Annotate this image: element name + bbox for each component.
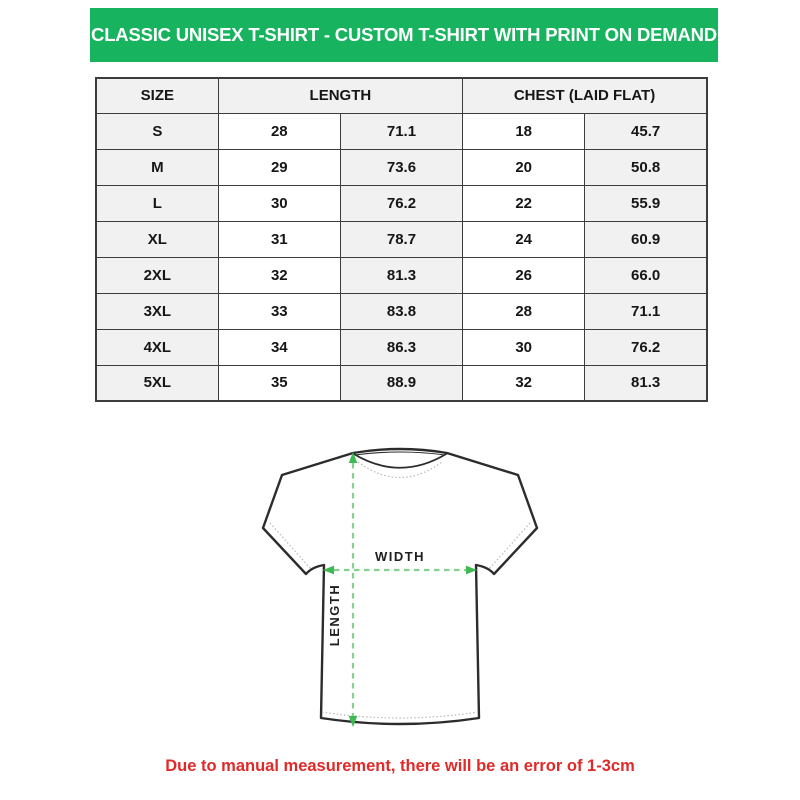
cell-length-in: 32: [218, 257, 340, 293]
size-chart-section: [95, 77, 708, 402]
table-row: [96, 365, 707, 401]
cell-length-in: 31: [218, 221, 340, 257]
page-title: CLASSIC UNISEX T-SHIRT - CUSTOM T-SHIRT WITH PRINT ON DEMAND: [91, 24, 717, 45]
cell-length-in: 34: [218, 329, 340, 365]
cell-length-in: 33: [218, 293, 340, 329]
tshirt-outline: [263, 449, 537, 724]
cell-chest-cm: 66.0: [585, 257, 707, 293]
cell-chest-in: 30: [463, 329, 585, 365]
width-label: WIDTH: [374, 549, 426, 564]
tshirt-drawing: [250, 433, 550, 755]
cell-length-cm: 76.2: [340, 185, 462, 221]
cell-length-in: 28: [218, 113, 340, 149]
table-row: [96, 293, 707, 329]
tshirt-measurement-diagram: [250, 433, 550, 755]
cell-chest-in: 26: [463, 257, 585, 293]
cell-chest-cm: 45.7: [585, 113, 707, 149]
length-label: LENGTH: [327, 583, 342, 647]
cell-length-in: 30: [218, 185, 340, 221]
cell-chest-cm: 55.9: [585, 185, 707, 221]
cell-size: 4XL: [96, 329, 218, 365]
cell-chest-cm: 50.8: [585, 149, 707, 185]
col-header-chest: CHEST (LAID FLAT): [463, 78, 707, 113]
cell-size: 3XL: [96, 293, 218, 329]
header-row: [96, 78, 707, 113]
cell-length-in: 35: [218, 365, 340, 401]
cell-chest-cm: 71.1: [585, 293, 707, 329]
cell-length-cm: 88.9: [340, 365, 462, 401]
cell-chest-cm: 60.9: [585, 221, 707, 257]
cell-chest-in: 24: [463, 221, 585, 257]
cell-chest-in: 22: [463, 185, 585, 221]
cell-length-cm: 86.3: [340, 329, 462, 365]
cell-chest-cm: 81.3: [585, 365, 707, 401]
cell-size: M: [96, 149, 218, 185]
cell-length-cm: 73.6: [340, 149, 462, 185]
title-banner: [90, 8, 718, 62]
cell-chest-in: 32: [463, 365, 585, 401]
measurement-disclaimer: Due to manual measurement, there will be an error of 1-3cm: [165, 757, 635, 775]
cell-chest-in: 18: [463, 113, 585, 149]
cell-length-in: 29: [218, 149, 340, 185]
table-row: [96, 185, 707, 221]
cell-size: S: [96, 113, 218, 149]
table-row: [96, 149, 707, 185]
cell-length-cm: 83.8: [340, 293, 462, 329]
cell-length-cm: 71.1: [340, 113, 462, 149]
cell-length-cm: 81.3: [340, 257, 462, 293]
table-row: [96, 257, 707, 293]
cell-size: 2XL: [96, 257, 218, 293]
table-row: [96, 329, 707, 365]
cell-size: L: [96, 185, 218, 221]
cell-chest-in: 28: [463, 293, 585, 329]
cell-size: XL: [96, 221, 218, 257]
cell-size: 5XL: [96, 365, 218, 401]
col-header-size: SIZE: [96, 78, 218, 113]
cell-chest-in: 20: [463, 149, 585, 185]
cell-chest-cm: 76.2: [585, 329, 707, 365]
col-header-length: LENGTH: [218, 78, 462, 113]
size-chart-table: [95, 77, 708, 402]
cell-length-cm: 78.7: [340, 221, 462, 257]
table-row: [96, 113, 707, 149]
table-row: [96, 221, 707, 257]
